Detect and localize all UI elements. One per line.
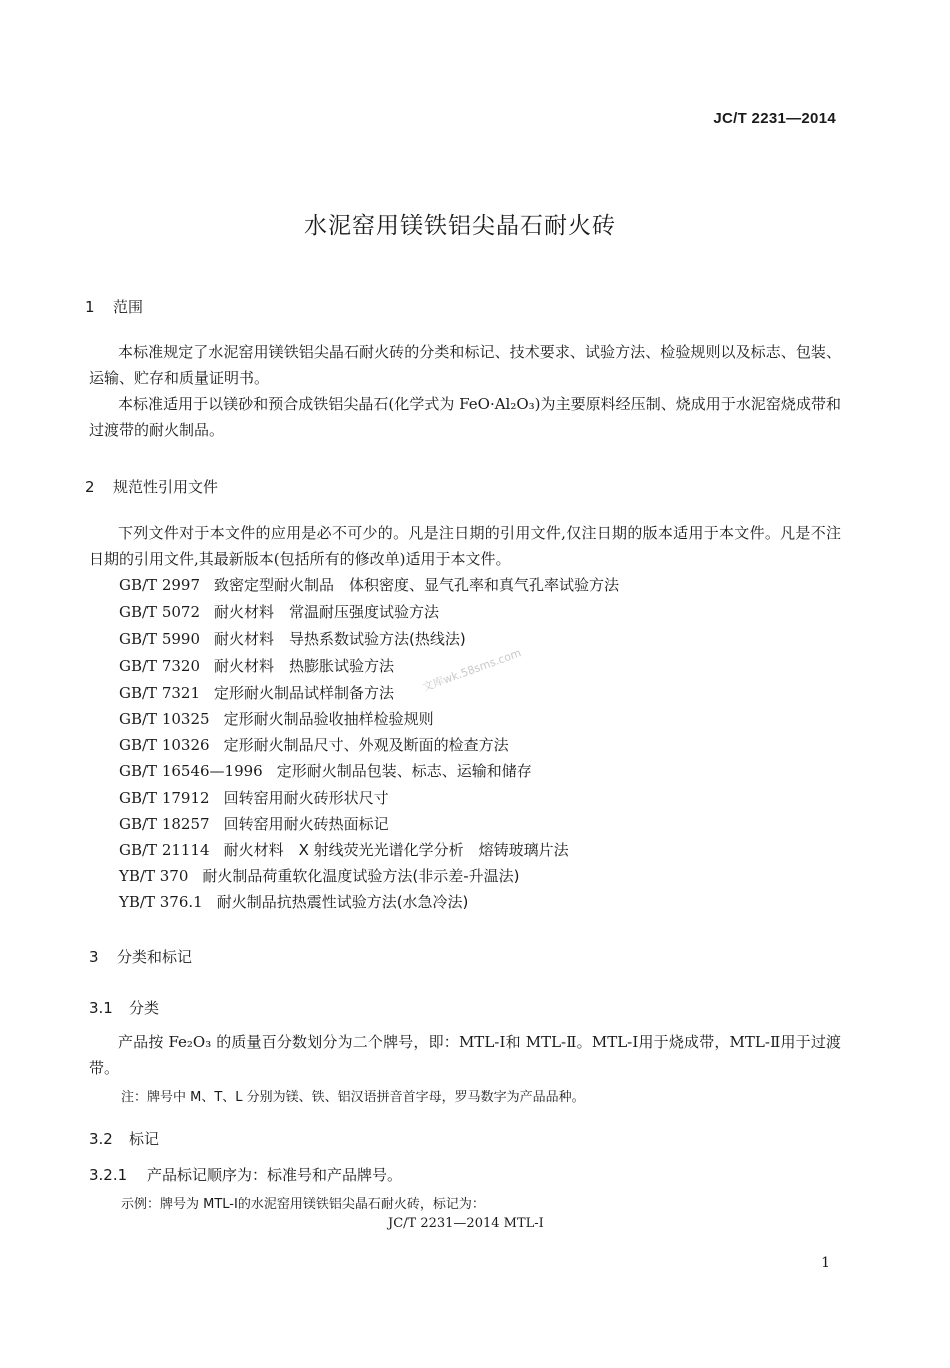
reference-item bbox=[119, 813, 389, 834]
reference-item bbox=[119, 760, 532, 781]
section-number: 1 bbox=[85, 298, 95, 316]
reference-title: 耐火材料 常温耐压强度试验方法 bbox=[214, 603, 440, 621]
reference-code: GB/T 18257 bbox=[119, 815, 210, 833]
reference-title: 耐火制品抗热震性试验方法(水急冷法) bbox=[216, 893, 469, 911]
reference-code: GB/T 10326 bbox=[119, 736, 210, 754]
reference-title: 定形耐火制品试样制备方法 bbox=[214, 684, 395, 702]
reference-title: 定形耐火制品验收抽样检验规则 bbox=[223, 710, 434, 728]
reference-item bbox=[119, 628, 466, 649]
watermark: 文库wk.58sms.com bbox=[420, 646, 523, 695]
reference-title: 耐火材料 热膨胀试验方法 bbox=[214, 657, 395, 675]
section-3-1-note: 注：牌号中 M、T、L 分别为镁、铁、铝汉语拼音首字母，罗马数字为产品品种。 bbox=[121, 1090, 585, 1105]
reference-code: GB/T 10325 bbox=[119, 710, 210, 728]
section-3-1-paragraph: 产品按 Fe₂O₃ 的质量百分数划分为二个牌号，即：MTL-Ⅰ和 MTL-Ⅱ。MTL-Ⅰ用于烧成带，MTL-Ⅱ用于过渡带。 bbox=[89, 1033, 841, 1077]
section-1-heading bbox=[85, 296, 143, 317]
reference-code: GB/T 21114 bbox=[119, 841, 210, 859]
reference-code: YB/T 370 bbox=[119, 867, 189, 885]
reference-title: 致密定型耐火制品 体积密度、显气孔率和真气孔率试验方法 bbox=[214, 576, 620, 594]
reference-item bbox=[119, 601, 439, 622]
page-number: 1 bbox=[821, 1255, 830, 1271]
reference-item bbox=[119, 734, 509, 755]
section-3-1-heading bbox=[89, 997, 159, 1018]
reference-item bbox=[119, 655, 394, 676]
section-title: 标记 bbox=[129, 1130, 160, 1148]
reference-item bbox=[119, 865, 520, 886]
reference-item bbox=[119, 787, 389, 808]
reference-code: GB/T 5072 bbox=[119, 603, 201, 621]
reference-item bbox=[119, 574, 619, 595]
reference-item bbox=[119, 682, 394, 703]
reference-code: GB/T 2997 bbox=[119, 576, 201, 594]
reference-item bbox=[119, 839, 569, 860]
section-title: 规范性引用文件 bbox=[113, 478, 219, 496]
reference-title: 定形耐火制品包装、标志、运输和储存 bbox=[276, 762, 532, 780]
reference-item bbox=[119, 891, 468, 912]
section-number: 3.2 bbox=[89, 1130, 113, 1148]
reference-code: GB/T 5990 bbox=[119, 630, 201, 648]
section-2-intro: 下列文件对于本文件的应用是必不可少的。凡是注日期的引用文件,仅注日期的版本适用于本文件。凡是不注日期的引用文件,其最新版本(包括所有的修改单)适用于本文件。 bbox=[89, 524, 841, 568]
reference-title: 回转窑用耐火砖形状尺寸 bbox=[223, 789, 389, 807]
section-number: 3 bbox=[89, 948, 99, 966]
section-title: 分类 bbox=[129, 999, 160, 1017]
section-1-paragraph-2: 本标准适用于以镁砂和预合成铁铝尖晶石(化学式为 FeO·Al₂O₃)为主要原料经压制、烧成用于水泥窑烧成带和过渡带的耐火制品。 bbox=[89, 395, 841, 439]
reference-code: YB/T 376.1 bbox=[119, 893, 203, 911]
section-1-paragraph-1: 本标准规定了水泥窑用镁铁铝尖晶石耐火砖的分类和标记、技术要求、试验方法、检验规则以及标志、包装、运输、贮存和质量证明书。 bbox=[89, 343, 841, 387]
reference-title: 定形耐火制品尺寸、外观及断面的检查方法 bbox=[223, 736, 509, 754]
reference-title: 耐火材料 导热系数试验方法(热线法) bbox=[214, 630, 466, 648]
reference-code: GB/T 7320 bbox=[119, 657, 201, 675]
reference-title: 耐火材料 X 射线荧光光谱化学分析 熔铸玻璃片法 bbox=[223, 841, 569, 859]
item-text: 产品标记顺序为：标准号和产品牌号。 bbox=[147, 1166, 403, 1184]
reference-code: GB/T 17912 bbox=[119, 789, 210, 807]
example-mark: JC/T 2231—2014 MTL-Ⅰ bbox=[388, 1216, 544, 1231]
section-number: 3.1 bbox=[89, 999, 113, 1017]
section-3-heading bbox=[89, 946, 192, 967]
section-title: 分类和标记 bbox=[117, 948, 193, 966]
document-title: 水泥窑用镁铁铝尖晶石耐火砖 bbox=[304, 213, 616, 239]
reference-code: GB/T 7321 bbox=[119, 684, 201, 702]
example-text: 示例：牌号为 MTL-Ⅰ的水泥窑用镁铁铝尖晶石耐火砖，标记为： bbox=[121, 1197, 485, 1212]
item-number: 3.2.1 bbox=[89, 1166, 128, 1184]
section-3-2-1-item bbox=[89, 1164, 402, 1185]
reference-code: GB/T 16546—1996 bbox=[119, 762, 263, 780]
reference-item bbox=[119, 708, 434, 729]
reference-title: 回转窑用耐火砖热面标记 bbox=[223, 815, 389, 833]
section-title: 范围 bbox=[113, 298, 144, 316]
section-3-2-heading bbox=[89, 1128, 159, 1149]
section-2-heading bbox=[85, 476, 218, 497]
standard-code: JC/T 2231—2014 bbox=[713, 110, 836, 127]
section-number: 2 bbox=[85, 478, 95, 496]
reference-title: 耐火制品荷重软化温度试验方法(非示差-升温法) bbox=[202, 867, 520, 885]
